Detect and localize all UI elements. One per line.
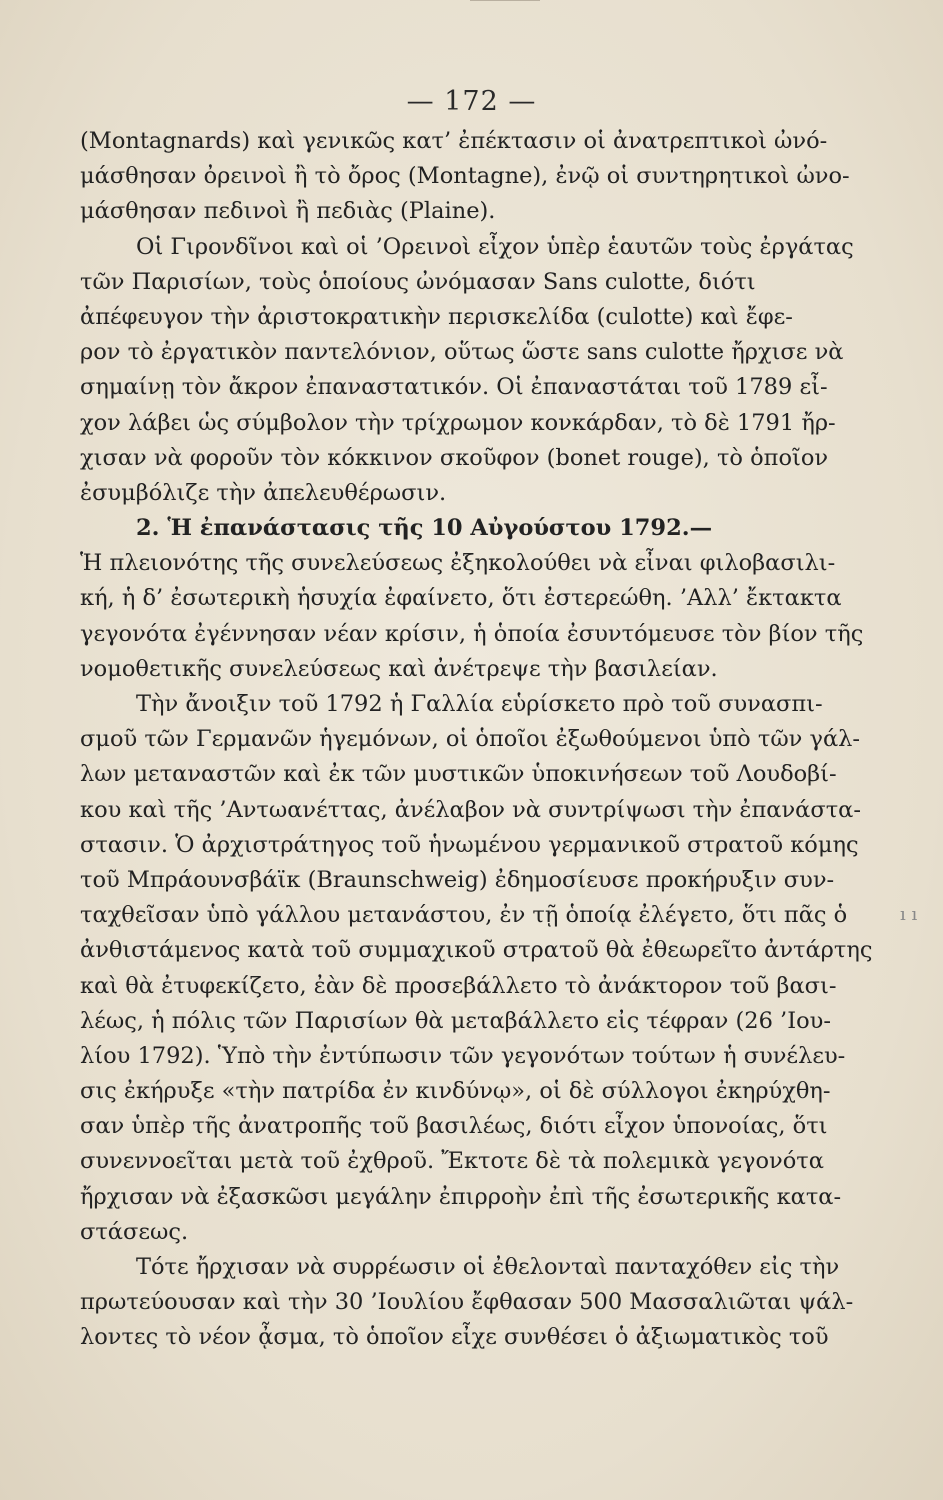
text-line: ἀνθιστάμενος κατὰ τοῦ συμμαχικοῦ στρατοῦ θὰ ἐθεωρεῖτο ἀντάρτης	[80, 937, 873, 964]
text-line: σμοῦ τῶν Γερμανῶν ἡγεμόνων, οἱ ὁποῖοι ἐξωθούμενοι ὑπὸ τῶν γάλ-	[80, 726, 861, 753]
text-line: νομοθετικῆς συνελεύσεως καὶ ἀνέτρεψε τὴν βασιλείαν.	[80, 655, 718, 682]
text-line: ρον τὸ ἐργατικὸν παντελόνιον, οὕτως ὥστε sans culotte ἤρχισε νὰ	[80, 339, 844, 366]
text-line: Ἡ πλειονότης τῆς συνελεύσεως ἐξηκολούθει νὰ εἶναι φιλοβασιλι-	[80, 550, 836, 577]
text-line: τοῦ Μπράουνσβάϊκ (Braunschweig) ἐδημοσίευσε προκήρυξιν συν-	[80, 866, 835, 893]
text-line: λων μεταναστῶν καὶ ἐκ τῶν μυστικῶν ὑποκινήσεων τοῦ Λουδοβί-	[80, 761, 837, 788]
text-line: ἐσυμβόλιζε τὴν ἀπελευθέρωσιν.	[80, 479, 447, 506]
text-line: τῶν Παρισίων, τοὺς ὁποίους ὠνόμασαν Sans culotte, διότι	[80, 268, 756, 295]
text-line: ταχθεῖσαν ὑπὸ γάλλου μετανάστου, ἐν τῇ ὁποίᾳ ἐλέγετο, ὅτι πᾶς ὁ	[80, 902, 848, 929]
text-line: σις ἐκήρυξε «τὴν πατρίδα ἐν κινδύνῳ», οἱ δὲ σύλλογοι ἐκηρύχθη-	[80, 1078, 831, 1105]
text-line: κου καὶ τῆς ’Αντωανέττας, ἀνέλαβον νὰ συντρίψωσι τὴν ἐπανάστα-	[80, 796, 861, 823]
text-line: ἀπέφευγον τὴν ἀριστοκρατικὴν περισκελίδα (culotte) καὶ ἔφε-	[80, 303, 793, 330]
text-line: μάσθησαν ὀρεινοὶ ἢ τὸ ὄρος (Montagne), ἐνῷ οἱ συντηρητικοὶ ὠνο-	[80, 163, 850, 190]
text-line: λίου 1792). Ὑπὸ τὴν ἐντύπωσιν τῶν γεγονότων τούτων ἡ συνέλευ-	[80, 1042, 846, 1069]
text-line: λοντες τὸ νέον ᾆσμα, τὸ ὁποῖον εἶχε συνθέσει ὁ ἀξιωματικὸς τοῦ	[80, 1324, 829, 1351]
text-line: στάσεως.	[80, 1218, 189, 1245]
text-line: πρωτεύουσαν καὶ τὴν 30 ’Ιουλίου ἔφθασαν 500 Μασσαλιῶται ψάλ-	[80, 1289, 854, 1316]
section-heading: 2. Ἡ ἐπανάστασις τῆς 10 Αὐγούστου 1792.—	[136, 515, 713, 542]
text-line: στασιν. Ὁ ἀρχιστράτηγος τοῦ ἡνωμένου γερμανικοῦ στρατοῦ κόμης	[80, 831, 859, 858]
text-line: λέως, ἡ πόλις τῶν Παρισίων θὰ μεταβάλλετο εἰς τέφραν (26 ’Ιου-	[80, 1007, 831, 1034]
text-line: (Montagnards) καὶ γενικῶς κατ’ ἐπέκτασιν οἱ ἀνατρεπτικοὶ ὠνό-	[80, 128, 828, 154]
page-number: — 172 —	[406, 86, 537, 117]
text-line: Τότε ἤρχισαν νὰ συρρέωσιν οἱ ἐθελονταὶ πανταχόθεν εἰς τὴν	[136, 1254, 840, 1280]
page-body	[80, 124, 880, 1356]
text-line: σημαίνῃ τὸν ἄκρον ἐπαναστατικόν. Οἱ ἐπαναστάται τοῦ 1789 εἶ-	[80, 374, 828, 401]
text-line: κή, ἡ δ’ ἐσωτερικὴ ἡσυχία ἐφαίνετο, ὅτι ἐστερεώθη. ’Αλλ’ ἔκτακτα	[80, 585, 842, 612]
text-line: Οἱ Γιρονδῖνοι καὶ οἱ ’Ορεινοὶ εἶχον ὑπὲρ ἑαυτῶν τοὺς ἐργάτας	[136, 233, 854, 260]
text-line: Τὴν ἄνοιξιν τοῦ 1792 ἡ Γαλλία εὑρίσκετο πρὸ τοῦ συνασπι-	[136, 691, 823, 717]
page-top-mark	[470, 0, 540, 7]
text-line: καὶ θὰ ἐτυφεκίζετο, ἐὰν δὲ προσεβάλλετο τὸ ἀνάκτορον τοῦ βασι-	[80, 972, 837, 999]
text-line: χισαν νὰ φοροῦν τὸν κόκκινον σκοῦφον (bonet rouge), τὸ ὁποῖον	[80, 444, 829, 471]
text-line: μάσθησαν πεδινοὶ ἢ πεδιὰς (Plaine).	[80, 198, 496, 225]
text-line: ἤρχισαν νὰ ἐξασκῶσι μεγάλην ἐπιρροὴν ἐπὶ τῆς ἐσωτερικῆς κατα-	[80, 1183, 842, 1210]
text-line: συνεννοεῖται μετὰ τοῦ ἐχθροῦ. Ἔκτοτε δὲ τὰ πολεμικὰ γεγονότα	[80, 1148, 824, 1175]
text-line: σαν ὑπὲρ τῆς ἀνατροπῆς τοῦ βασιλέως, διότι εἶχον ὑπονοίας, ὅτι	[80, 1113, 828, 1140]
text-line: γεγονότα ἐγέννησαν νέαν κρίσιν, ἡ ὁποία ἐσυντόμευσε τὸν βίον τῆς	[80, 620, 864, 647]
margin-mark: ı ı	[900, 904, 918, 925]
text-line: χον λάβει ὡς σύμβολον τὴν τρίχρωμον κονκάρδαν, τὸ δὲ 1791 ἤρ-	[80, 409, 836, 436]
